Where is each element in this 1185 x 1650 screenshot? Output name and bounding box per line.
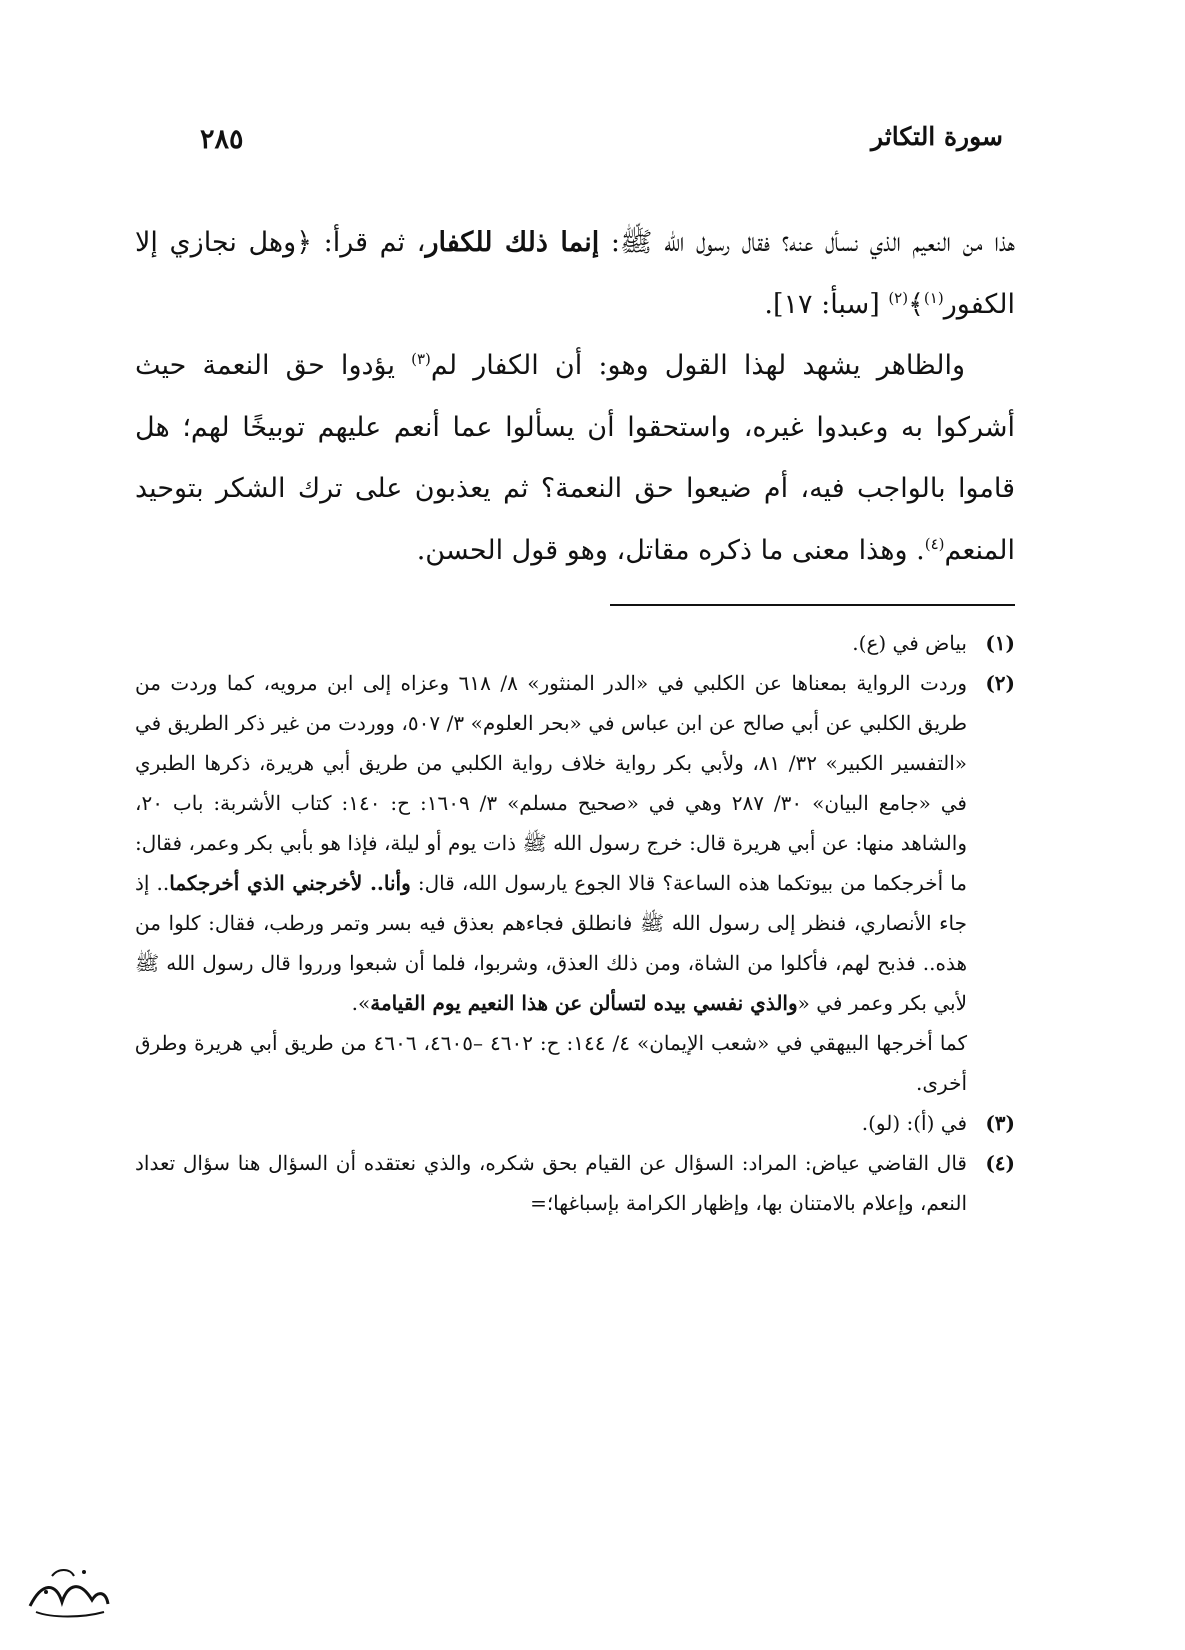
text-run: ، ثم قرأ: ﴿وهل نجازي إلا الكفور bbox=[135, 227, 1015, 320]
paragraph-1 bbox=[135, 212, 1015, 335]
hadith-quote: إنما ذلك للكفار bbox=[425, 227, 600, 258]
publisher-seal-logo bbox=[22, 1562, 112, 1622]
footnote-number: (٣) bbox=[985, 1111, 1015, 1135]
footnote-ref-2: (٢) bbox=[888, 288, 909, 307]
text-run: والظاهر يشهد لهذا القول وهو: أن الكفار لم bbox=[430, 350, 965, 381]
text-run: . وهذا معنى ما ذكره مقاتل، وهو قول الحسن. bbox=[416, 534, 925, 566]
footnote-1 bbox=[135, 623, 1015, 663]
footnote-ref-1: (١) bbox=[923, 288, 944, 307]
paragraph-2 bbox=[135, 335, 1015, 581]
text-run: ». bbox=[351, 991, 371, 1015]
text-run: ﴾ bbox=[908, 288, 924, 320]
footnote-2-continuation: كما أخرجها البيهقي في «شعب الإيمان» ٤/ ١٤٤: ح: ٤٦٠٢ –٤٦٠٥، ٤٦٠٦ من طريق أبي هريرة وطرق أخرى. bbox=[135, 1031, 967, 1095]
footnote-number: (٤) bbox=[985, 1151, 1015, 1175]
hadith-quote: وأنا.. لأخرجني الذي أخرجكما bbox=[169, 871, 411, 895]
text-run: هذا من النعيم الذي نسأل عنه؟ فقال رسول الله ﷺ: bbox=[599, 227, 1016, 258]
surah-title: سورة التكاثر bbox=[870, 122, 1003, 151]
hadith-quote: والذي نفسي بيده لتسألن عن هذا النعيم يوم القيامة bbox=[370, 991, 798, 1015]
footnote-ref-4: (٤) bbox=[924, 534, 945, 553]
footnote-number: (١) bbox=[985, 631, 1015, 655]
page-number: ٢٨٥ bbox=[200, 124, 244, 155]
footnote-3 bbox=[135, 1103, 1015, 1143]
footnote-text: بياض في (ع). bbox=[852, 631, 967, 655]
footnotes bbox=[135, 623, 1015, 1223]
footnote-text: قال القاضي عياض: المراد: السؤال عن القيام بحق شكره، والذي نعتقده أن السؤال هنا سؤال تعداد النعم، وإعلام بالامتنان بها، وإظهار الكرامة بإسباغها؛= bbox=[135, 1151, 967, 1215]
footnote-divider bbox=[610, 604, 1015, 606]
footnote-ref-3: (٣) bbox=[411, 350, 431, 368]
footnote-2 bbox=[135, 663, 1015, 1023]
footnote-text: في (أ): (لو). bbox=[861, 1111, 967, 1135]
footnote-number: (٢) bbox=[985, 671, 1015, 695]
text-run: [سبأ: ١٧]. bbox=[764, 288, 889, 320]
text-run: وردت الرواية بمعناها عن الكلبي في «الدر المنثور» ٨/ ٦١٨ وعزاه إلى ابن مرويه، كما وردت من طريق الكلبي عن أبي صالح عن ابن عباس في «بحر العلوم» ٣/ ٥٠٧، ووردت من غير ذكر الطريق في «التفسير الكبير» ٣٢/ ٨١، ولأبي بكر رواية خلاف رواية الكلبي من طريق أبي هريرة، ذكرها الطبري في «جامع البيان» ٣٠/ ٢٨٧ وهي في «صحيح مسلم» ٣/ ١٦٠٩: ح: ١٤٠: كتاب الأشربة: باب ٢٠، والشاهد منها: عن أبي هريرة قال: خرج رسول الله ﷺ ذات يوم أو ليلة، فإذا هو بأبي بكر وعمر، فقال: ما أخرجكما من بيوتكما هذه الساعة؟ قالا الجوع يارسول الله، قال: bbox=[135, 671, 968, 895]
footnote-4 bbox=[135, 1143, 1015, 1223]
main-text bbox=[135, 212, 1015, 581]
text-run: .. إذ جاء الأنصاري، فنظر إلى رسول الله ﷺ فانطلق فجاءهم بعذق فيه بسر وتمر ورطب، فقال: كلوا من هذه.. فذبح لهم، فأكلوا من الشاة، ومن ذلك العذق، وشربوا، فلما أن شبعوا ورروا قال رسول الله ﷺ لأبي بكر وعمر في « bbox=[135, 871, 967, 1015]
text-run: يؤدوا حق النعمة حيث أشركوا به وعبدوا غيره، واستحقوا أن يسألوا عما أنعم عليهم توبيخًا لهم؛ هل قاموا بالواجب فيه، أم ضيعوا حق النعمة؟ ثم يعذبون على ترك الشكر بتوحيد المنعم bbox=[135, 350, 1015, 566]
footnote-text bbox=[135, 663, 967, 1023]
